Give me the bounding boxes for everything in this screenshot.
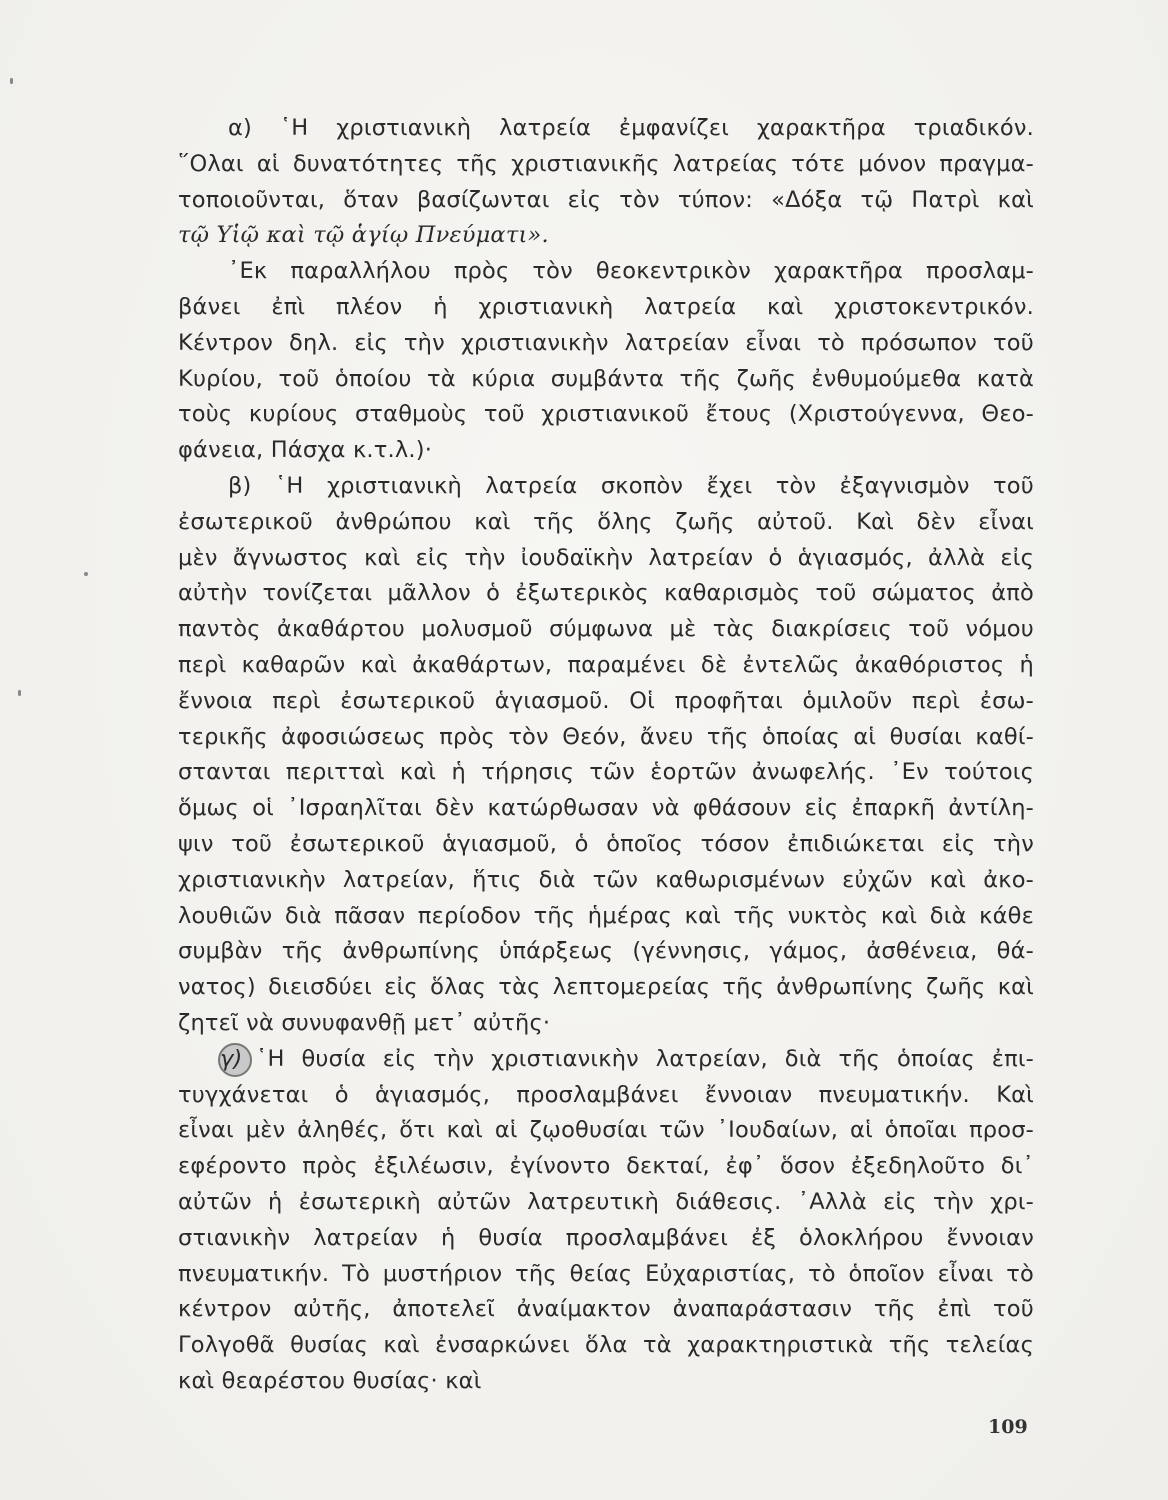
text-line: νατος) διεισδύει εἰς ὅλας τὰς λεπτομερείας τῆς ἀνθρωπίνης ζωῆς καὶ xyxy=(178,974,1034,1001)
text-line: καὶ θεαρέστου θυσίας· καὶ xyxy=(178,1367,482,1394)
text-line: ᾿Εκ παραλλήλου πρὸς τὸν θεοκεντρικὸν χαρακτῆρα προσλαμ- xyxy=(228,258,1034,285)
text-line: μὲν ἄγνωστος καὶ εἰς τὴν ἰουδαϊκὴν λατρείαν ὁ ἁγιασμός, ἀλλὰ εἰς xyxy=(178,544,1034,571)
text-line: ῞Ολαι αἱ δυνατότητες τῆς χριστιανικῆς λατρείας τότε μόνον πραγμα- xyxy=(178,150,1034,177)
text-line: τῷ Υἱῷ καὶ τῷ ἁγίῳ Πνεύματι». xyxy=(178,222,549,249)
text-line: Κέντρον δηλ. εἰς τὴν χριστιανικὴν λατρείαν εἶναι τὸ πρόσωπον τοῦ xyxy=(178,329,1034,356)
circled-marker: γ) xyxy=(218,1043,252,1077)
scan-speck xyxy=(84,572,88,576)
text-line: κέντρον αὐτῆς, ἀποτελεῖ ἀναίμακτον ἀναπαράστασιν τῆς ἐπὶ τοῦ xyxy=(178,1296,1034,1323)
text-line: εφέροντο πρὸς ἐξιλέωσιν, ἐγίνοντο δεκταί, ἐφ᾿ ὅσον ἐξεδηλοῦτο δι᾿ xyxy=(178,1153,1034,1180)
text-line: ἐσωτερικοῦ ἀνθρώπου καὶ τῆς ὅλης ζωῆς αὐτοῦ. Καὶ δὲν εἶναι xyxy=(178,508,1034,535)
scan-speck xyxy=(10,78,13,84)
text-line: Κυρίου, τοῦ ὁποίου τὰ κύρια συμβάντα τῆς ζωῆς ἐνθυμούμεθα κατὰ xyxy=(178,365,1034,392)
text-line: φάνεια, Πάσχα κ.τ.λ.)· xyxy=(178,437,433,464)
scan-speck xyxy=(18,690,21,696)
text-line: ψιν τοῦ ἐσωτερικοῦ ἁγιασμοῦ, ὁ ὁποῖος τόσον ἐπιδιώκεται εἰς τὴν xyxy=(178,830,1034,857)
text-line: πνευματικήν. Τὸ μυστήριον τῆς θείας Εὐχαριστίας, τὸ ὁποῖον εἶναι τὸ xyxy=(178,1260,1034,1287)
text-line: περὶ καθαρῶν καὶ ἀκαθάρτων, παραμένει δὲ ἐντελῶς ἀκαθόριστος ἡ xyxy=(178,651,1034,678)
text-line: ἔννοια περὶ ἐσωτερικοῦ ἁγιασμοῦ. Οἱ προφῆται ὁμιλοῦν περὶ ἐσω- xyxy=(178,687,1034,714)
text-line: αὐτῶν ἡ ἐσωτερικὴ αὐτῶν λατρευτικὴ διάθεσις. ᾿Αλλὰ εἰς τὴν χρι- xyxy=(178,1188,1034,1215)
text-line: ὅμως οἱ ᾿Ισραηλῖται δὲν κατώρθωσαν νὰ φθάσουν εἰς ἐπαρκῆ ἀντίλη- xyxy=(178,795,1034,822)
text-line: χριστιανικὴν λατρείαν, ἥτις διὰ τῶν καθωρισμένων εὐχῶν καὶ ἀκο- xyxy=(178,866,1034,893)
text-line: Γολγοθᾶ θυσίας καὶ ἐνσαρκώνει ὅλα τὰ χαρακτηριστικὰ τῆς τελείας xyxy=(178,1332,1034,1359)
page-number: 109 xyxy=(988,1416,1028,1438)
text-line: βάνει ἐπὶ πλέον ἡ χριστιανικὴ λατρεία καὶ χριστοκεντρικόν. xyxy=(178,293,1034,320)
text-line: συμβὰν τῆς ἀνθρωπίνης ὑπάρξεως (γέννησις, γάμος, ἀσθένεια, θά- xyxy=(178,938,1034,965)
text-line: τερικῆς ἀφοσιώσεως πρὸς τὸν Θεόν, ἄνευ τῆς ὁποίας αἱ θυσίαι καθί- xyxy=(178,723,1034,750)
text-line: στιανικὴν λατρείαν ἡ θυσία προσλαμβάνει ἐξ ὁλοκλήρου ἔννοιαν xyxy=(178,1224,1034,1251)
text-line: παντὸς ἀκαθάρτου μολυσμοῦ σύμφωνα μὲ τὰς διακρίσεις τοῦ νόμου xyxy=(178,616,1034,643)
text-line: στανται περιτταὶ καὶ ἡ τήρησις τῶν ἑορτῶν ἀνωφελής. ᾿Εν τούτοις xyxy=(178,759,1034,786)
text-line: β) ῾Η χριστιανικὴ λατρεία σκοπὸν ἔχει τὸν ἐξαγνισμὸν τοῦ xyxy=(228,472,1034,499)
text-line: τυγχάνεται ὁ ἁγιασμός, προσλαμβάνει ἔννοιαν πνευματικήν. Καὶ xyxy=(178,1081,1034,1108)
text-line: εἶναι μὲν ἀληθές, ὅτι καὶ αἱ ζῳοθυσίαι τῶν ᾿Ιουδαίων, αἱ ὁποῖαι προσ- xyxy=(178,1117,1034,1144)
body-text xyxy=(178,111,1034,1400)
text-fragment: ῾Η θυσία εἰς τὴν χριστιανικὴν λατρείαν, διὰ τῆς ὁποίας ἐπι- xyxy=(256,1045,1034,1072)
text-line: αὐτὴν τονίζεται μᾶλλον ὁ ἐξωτερικὸς καθαρισμὸς τοῦ σώματος ἀπὸ xyxy=(178,580,1034,607)
text-line: ζητεῖ νὰ συνυφανθῇ μετ᾿ αὐτῆς· xyxy=(178,1009,551,1036)
text-line: λουθιῶν διὰ πᾶσαν περίοδον τῆς ἡμέρας καὶ τῆς νυκτὸς καὶ διὰ κάθε xyxy=(178,902,1034,929)
text-line: α) ῾Η χριστιανικὴ λατρεία ἐμφανίζει χαρακτῆρα τριαδικόν. xyxy=(228,115,1034,141)
text-line: τοποιοῦνται, ὅταν βασίζωνται εἰς τὸν τύπον: «Δόξα τῷ Πατρὶ καὶ xyxy=(178,186,1034,213)
text-line xyxy=(178,1042,1034,1078)
text-line: τοὺς κυρίους σταθμοὺς τοῦ χριστιανικοῦ ἔτους (Χριστούγεννα, Θεο- xyxy=(178,401,1034,428)
